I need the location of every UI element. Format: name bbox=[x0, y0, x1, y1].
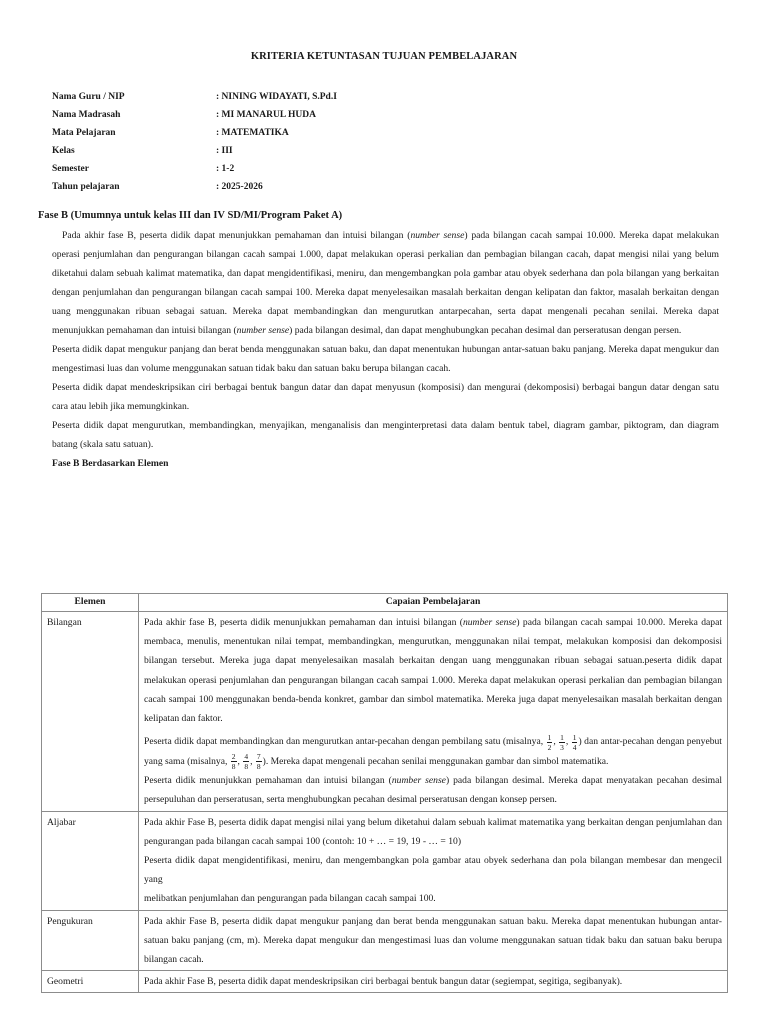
table-row bbox=[42, 971, 728, 993]
info-row-kelas bbox=[52, 142, 337, 160]
denominator: 3 bbox=[560, 742, 564, 752]
fraction bbox=[547, 733, 553, 752]
fase-heading: Fase B (Umumnya untuk kelas III dan IV SD/MI/Program Paket A) bbox=[38, 210, 343, 221]
term: number sense bbox=[462, 617, 517, 628]
paragraph: Peserta didik dapat mengurutkan, membandingkan, menyajikan, menganalisis dan menginterpretasi data dalam bentuk tabel, diagram gambar, piktogram, dan diagram batang (skala satu satuan). bbox=[52, 420, 719, 450]
term: number sense bbox=[410, 230, 465, 241]
elemen-table bbox=[41, 593, 728, 993]
capaian-cell bbox=[139, 811, 728, 910]
term: number sense bbox=[391, 775, 446, 787]
denominator: 8 bbox=[244, 762, 249, 772]
capaian-cell bbox=[139, 910, 728, 971]
fraction bbox=[256, 752, 262, 771]
column-header: Elemen bbox=[42, 594, 139, 612]
info-row-madrasah bbox=[52, 106, 337, 124]
info-label: Nama Guru / NIP bbox=[52, 92, 125, 102]
table-row bbox=[42, 910, 728, 971]
text: Peserta didik menunjukkan pemahaman dan intuisi bilangan ( bbox=[144, 775, 392, 787]
text: ) pada bilangan cacah sampai 10.000. Mereka dapat membaca, menulis, menentukan nilai tempat, membandingkan, mengurutkan, menggunakan nilai tempat, melakukan komposisi dan dekomposisi bilangan tersebut. Mereka juga dapat menyelesaikan masalah berkaitan dengan uang menggunakan ribuan sebagai satuan.peserta didik dapat melakukan operasi penjumlahan dan pengurangan bilangan cacah sampai 1.000. Mereka dapat melakukan operasi perkalian dan pembagian bilangan cacah sampai 100 menggunakan benda-benda konkret, gambar dan simbol matematika. Mereka juga dapat menyelesaikan masalah berkaitan dengan kelipatan dan faktor. bbox=[144, 617, 722, 725]
text: . Mereka dapat mengenali pecahan senilai menggunakan gambar dan simbol matematika. bbox=[265, 755, 609, 767]
elemen-cell: Bilangan bbox=[42, 612, 139, 812]
info-value: : MATEMATIKA bbox=[216, 128, 289, 138]
text: ) pada bilangan desimal, dan dapat menghubungkan pecahan desimal dan perseratusan dengan persen. bbox=[289, 325, 682, 336]
info-block bbox=[52, 88, 337, 196]
term: number sense bbox=[236, 325, 290, 336]
paragraph: melibatkan penjumlahan dan pengurangan pada bilangan cacah sampai 100. bbox=[144, 893, 436, 905]
info-value: : 1-2 bbox=[216, 164, 235, 174]
denominator: 8 bbox=[231, 762, 236, 772]
numerator: 1 bbox=[547, 732, 552, 742]
numerator: 2 bbox=[231, 752, 236, 762]
fraction-group: $\frac{1}{2}$ , $\frac{1}{3}$ , $\frac{1}{4}$ ) bbox=[547, 732, 582, 752]
info-label: Mata Pelajaran bbox=[52, 128, 116, 138]
text: Peserta didik dapat membandingkan dan mengurutkan antar-pecahan dengan pembilang satu (misalnya, bbox=[144, 736, 544, 748]
denominator: 2 bbox=[547, 742, 552, 752]
paragraph: Peserta didik dapat mendeskripsikan ciri berbagai bentuk bangun datar dan dapat menyusun (komposisi) dan mengurai (dekomposisi) berbagai bangun datar dengan satu cara atau lebih jika memungkinkan. bbox=[52, 382, 719, 412]
text: dan antar-pecahan dengan penyebut yang sama (misalnya, bbox=[144, 736, 722, 767]
table-row bbox=[42, 811, 728, 910]
elemen-cell: Pengukuran bbox=[42, 910, 139, 971]
fraction bbox=[572, 733, 578, 752]
paragraph bbox=[144, 771, 722, 809]
fraction bbox=[243, 752, 249, 771]
page-title: KRITERIA KETUNTASAN TUJUAN PEMBELAJARAN bbox=[250, 51, 518, 62]
info-value: : 2025-2026 bbox=[216, 182, 263, 192]
table-row bbox=[42, 612, 728, 812]
denominator: 4 bbox=[572, 742, 577, 752]
info-value: : MI MANARUL HUDA bbox=[216, 110, 317, 120]
paragraph: Pada akhir Fase B, peserta didik dapat mengukur panjang dan berat benda menggunakan satuan baku. Mereka dapat menentukan hubungan antar-satuan baku panjang (cm, m). Mereka dapat mengukur dan mengestimasi luas dan volume menggunakan satuan tidak baku dan satuan baku berupa bilangan cacah. bbox=[144, 915, 722, 965]
capaian-cell bbox=[139, 612, 728, 812]
table-header-row bbox=[42, 594, 728, 612]
info-value: : NINING WIDAYATI, S.Pd.I bbox=[216, 92, 337, 102]
numerator: 1 bbox=[572, 732, 577, 742]
info-label: Kelas bbox=[52, 146, 75, 156]
fase-description bbox=[52, 226, 719, 473]
column-header: Capaian Pembelajaran bbox=[139, 594, 728, 612]
elemen-cell: Geometri bbox=[42, 971, 139, 993]
text: ) pada bilangan cacah sampai 10.000. Mereka dapat melakukan operasi penjumlahan dan pengurangan bilangan cacah sampai 1.000, dapat melakukan operasi perkalian dan pembagian bilangan cacah, dapat mengisi nilai yang belum diketahui dalam sebuah kalimat matematika, dan dapat mengidentifikasi, meniru, dan mengembangkan pola gambar atau obyek sederhana dan pola bilangan yang berkaitan dengan penjumlahan dan pengurangan bilangan cacah sampai 100. Mereka dapat menyelesaikan masalah berkaitan dengan kelipatan dan faktor, masalah berkaitan dengan uang menggunakan ribuan sebagai satuan. Mereka dapat membandingkan dan mengurutkan antarpecahan, serta dapat mengenali pecahan senilai. Mereka dapat menunjukkan pemahaman dan intuisi bilangan ( bbox=[52, 230, 719, 336]
info-row-tahun bbox=[52, 178, 337, 196]
numerator: 7 bbox=[256, 752, 261, 762]
paragraph bbox=[144, 613, 722, 728]
fraction bbox=[231, 752, 237, 771]
text: ) pada bilangan desimal. Mereka dapat menyatakan pecahan desimal persepuluhan dan perseratusan, serta menghubungkan pecahan desimal perseratusan dengan konsep persen. bbox=[144, 775, 722, 806]
elemen-cell: Aljabar bbox=[42, 811, 139, 910]
paragraph: Peserta didik dapat mengukur panjang dan berat benda menggunakan satuan baku, dan dapat menentukan hubungan antar-satuan baku panjang. Mereka dapat mengukur dan mengestimasi luas dan volume menggunakan satuan tidak baku dan satuan baku berupa bilangan cacah. bbox=[52, 344, 719, 374]
paragraph: Pada akhir Fase B, peserta didik dapat mendeskripsikan ciri berbagai bentuk bangun datar (segiempat, segitiga, segibanyak). bbox=[144, 976, 623, 988]
info-label: Nama Madrasah bbox=[52, 110, 121, 120]
numerator: 4 bbox=[244, 752, 249, 762]
info-row-guru bbox=[52, 88, 337, 106]
info-row-mapel bbox=[52, 124, 337, 142]
capaian-cell bbox=[139, 971, 728, 993]
info-label: Tahun pelajaran bbox=[52, 182, 120, 192]
info-value: : III bbox=[216, 146, 233, 156]
fraction-group: $\frac{2}{8}$ , $\frac{4}{8}$ , $\frac{7}{8}$ ) bbox=[231, 752, 266, 772]
text: Pada akhir fase B, peserta didik menunjukkan pemahaman dan intuisi bilangan ( bbox=[144, 617, 463, 628]
paragraph bbox=[52, 226, 719, 340]
denominator: 8 bbox=[256, 762, 261, 772]
paragraph bbox=[144, 732, 722, 771]
elemen-heading: Fase B Berdasarkan Elemen bbox=[52, 458, 169, 469]
fraction bbox=[559, 733, 565, 752]
info-label: Semester bbox=[52, 164, 89, 174]
paragraph: Peserta didik dapat mengidentifikasi, meniru, dan mengembangkan pola gambar atau obyek sederhana dan pola bilangan membesar dan mengecil yang bbox=[144, 854, 722, 886]
numerator: 1 bbox=[560, 732, 564, 742]
text: Pada akhir fase B, peserta didik dapat menunjukkan pemahaman dan intuisi bilangan ( bbox=[62, 230, 411, 241]
info-row-semester bbox=[52, 160, 337, 178]
paragraph: Pada akhir Fase B, peserta didik dapat mengisi nilai yang belum diketahui dalam sebuah kalimat matematika yang berkaitan dengan penjumlahan dan pengurangan pada bilangan cacah sampai 100 (contoh: 10 + … = 19, 19 - … = 10) bbox=[144, 816, 722, 847]
